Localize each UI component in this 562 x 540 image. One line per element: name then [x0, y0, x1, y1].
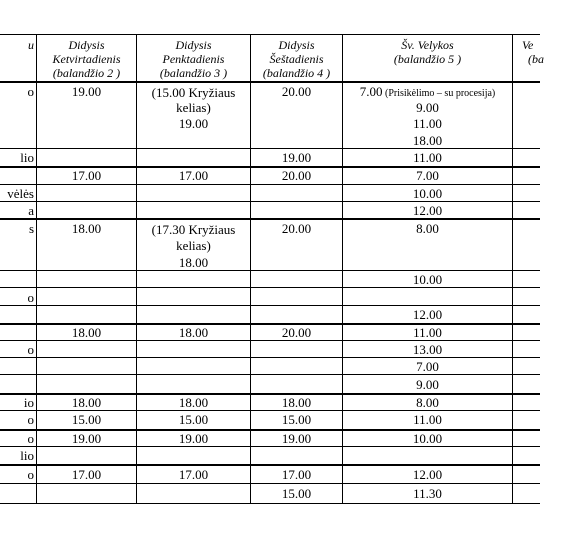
- header-holy-saturday: [251, 38, 342, 80]
- time-cell: 18.00: [178, 255, 209, 270]
- header-line: (balandžio 4 ): [262, 66, 331, 80]
- header-line: Didysis: [68, 38, 105, 52]
- parish-name-fragment: s: [28, 221, 34, 236]
- time-note: (Prisikėlimo – su procesija): [382, 88, 496, 99]
- parish-name-fragment: o: [27, 412, 34, 427]
- time-cell: 15.00: [281, 412, 312, 427]
- time-cell: 19.00: [281, 431, 312, 446]
- parish-name-fragment: o: [27, 84, 34, 99]
- time-cell: 9.00: [416, 100, 439, 115]
- header-line: (balandžio 2 ): [52, 66, 121, 80]
- time-cell: 13.00: [412, 342, 443, 357]
- time-cell: 7.00: [416, 168, 439, 183]
- header-line: Didysis: [175, 38, 212, 52]
- parish-name-fragment: a: [28, 203, 34, 218]
- table-top-border: [0, 34, 540, 35]
- header-line: [522, 66, 562, 80]
- time-cell: 15.00: [281, 486, 312, 501]
- header-holy-thursday: [37, 38, 136, 80]
- header-col5: [522, 38, 562, 80]
- header-line: Penktadienis: [162, 52, 225, 66]
- time-cell: 8.00: [416, 395, 439, 410]
- header-line: Šv. Velykos: [401, 38, 454, 52]
- header-line: (ba: [528, 52, 544, 66]
- header-line: (balandžio 5 ): [393, 52, 462, 66]
- time-cell: 18.00: [71, 325, 102, 340]
- time-cell: 12.00: [412, 307, 443, 322]
- time-cell: 11.00: [413, 150, 442, 165]
- time-cell: 18.00: [178, 395, 209, 410]
- time-cell: 10.00: [412, 272, 443, 287]
- time-cell: 20.00: [281, 84, 312, 99]
- parish-name-fragment: lio: [20, 150, 34, 165]
- time-cell: 19.00: [281, 150, 312, 165]
- time-cell: 10.00: [412, 186, 443, 201]
- time-cell: 15.00: [71, 412, 102, 427]
- time-cell: 7.00: [416, 359, 439, 374]
- header-line: (balandžio 3 ): [159, 66, 228, 80]
- parish-name-fragment: o: [27, 467, 34, 482]
- time-cell: kelias): [176, 100, 211, 115]
- time-cell: 18.00: [281, 395, 312, 410]
- header-line: Šeštadienis: [269, 52, 324, 66]
- header-good-friday: [137, 38, 250, 80]
- time-cell: 20.00: [281, 221, 312, 236]
- time-cell: 18.00: [71, 221, 102, 236]
- time-cell: 17.00: [178, 467, 209, 482]
- time-cell: 12.00: [412, 467, 443, 482]
- time-cell: (15.00 Kryžiaus: [151, 85, 236, 100]
- header-line: Didysis: [278, 38, 315, 52]
- time-cell: (17.30 Kryžiaus: [151, 222, 236, 237]
- time-cell: 8.00: [416, 221, 439, 236]
- time-cell: 18.00: [412, 133, 443, 148]
- time-cell: 18.00: [71, 395, 102, 410]
- header-easter: [343, 38, 512, 66]
- time-cell: kelias): [176, 238, 211, 253]
- time-cell: 15.00: [178, 412, 209, 427]
- column-divider: [512, 34, 513, 504]
- parish-name-fragment: o: [27, 431, 34, 446]
- time-cell: 10.00: [412, 431, 443, 446]
- time-cell: 17.00: [71, 168, 102, 183]
- time-cell: 17.00: [281, 467, 312, 482]
- time-cell: 19.00: [178, 116, 209, 131]
- time-cell: 12.00: [412, 203, 443, 218]
- parish-name-fragment: o: [27, 290, 34, 305]
- header-line: Ketvirtadienis: [52, 52, 121, 66]
- time-cell: 19.00: [178, 431, 209, 446]
- time-value: 7.00: [359, 84, 383, 99]
- parish-name-fragment: lio: [20, 448, 34, 463]
- time-cell: 20.00: [281, 325, 312, 340]
- time-cell: 19.00: [71, 431, 102, 446]
- time-cell: 9.00: [416, 377, 439, 392]
- time-cell: 18.00: [178, 325, 209, 340]
- time-cell: 17.00: [178, 168, 209, 183]
- time-cell: 11.30: [413, 486, 442, 501]
- header-col0: u: [28, 38, 34, 52]
- parish-name-fragment: o: [27, 342, 34, 357]
- time-cell: 11.00: [413, 116, 442, 131]
- time-cell: 11.00: [413, 325, 442, 340]
- parish-name-fragment: vėlės: [7, 186, 34, 201]
- time-cell: 17.00: [71, 467, 102, 482]
- time-cell: 19.00: [71, 84, 102, 99]
- table-bottom-border: [0, 503, 540, 504]
- time-cell: 11.00: [413, 412, 442, 427]
- row-divider: [0, 483, 540, 484]
- header-line: Ve: [522, 38, 534, 52]
- time-cell: 20.00: [281, 168, 312, 183]
- parish-name-fragment: io: [23, 395, 34, 410]
